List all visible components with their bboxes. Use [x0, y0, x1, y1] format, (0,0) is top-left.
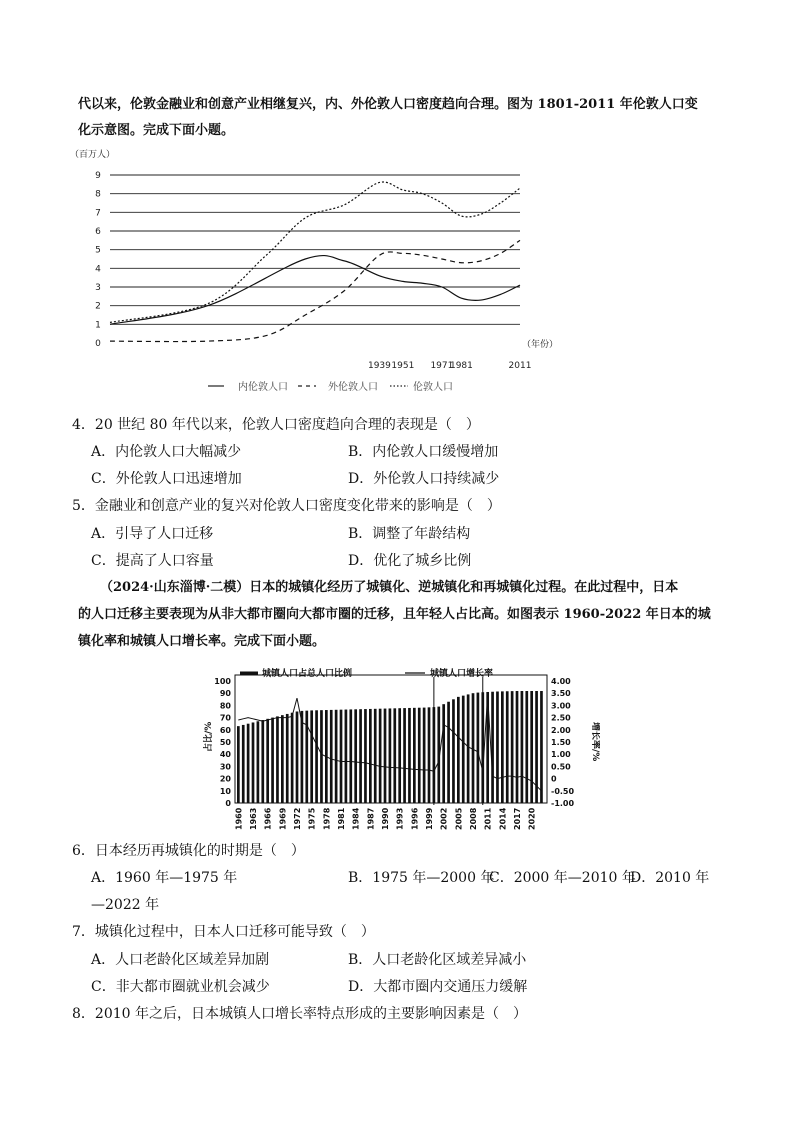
chart2-bar	[237, 726, 240, 803]
q4-option-b[interactable]: B．内伦敦人口缓慢增加	[348, 444, 499, 460]
chart2-x-tick: 1984	[351, 807, 361, 830]
legend-urban-growth: 城镇人口增长率	[430, 669, 494, 679]
chart1-y-tick: 9	[95, 171, 101, 181]
chart2-bar	[477, 693, 480, 803]
chart2-right-tick: 0	[551, 774, 557, 784]
intro2-line-3: 镇化率和城镇人口增长率。完成下面小题。	[78, 634, 326, 649]
chart2-bar	[398, 708, 401, 803]
chart2-left-tick: 10	[219, 786, 231, 796]
chart2-bar	[349, 709, 352, 803]
intro2-line-1: （2024·山东淄博·二模）日本的城镇化经历了城镇化、逆城镇化和再城镇化过程。在此过程中，日本	[100, 580, 679, 595]
q5-option-a[interactable]: A．引导了人口迁移	[91, 526, 214, 542]
intro2-line-2: 的人口迁移主要表现为从非大都市圈向大都市圈的迁移，且年轻人占比高。如图表示 1960-2022 年日本的城	[78, 607, 711, 622]
chart2-x-tick: 1975	[307, 807, 317, 830]
chart2-bar	[452, 699, 455, 803]
chart2-bar	[457, 697, 460, 803]
chart2-bar	[340, 710, 343, 803]
q5-option-b[interactable]: B．调整了年龄结构	[348, 526, 471, 542]
chart2-right-ticks	[551, 677, 574, 808]
chart2-right-tick: 1.50	[551, 738, 571, 747]
chart2-bar	[418, 708, 421, 803]
q6-option-b[interactable]: B．1975 年—2000 年	[348, 870, 495, 886]
chart2-bar	[506, 691, 509, 803]
chart2-x-tick: 1993	[395, 807, 405, 830]
question-7: 7．城镇化过程中，日本人口迁移可能导致（ ）	[72, 924, 375, 940]
q7-option-d[interactable]: D．大都市圈内交通压力缓解	[348, 979, 528, 995]
chart2-x-tick: 2020	[527, 807, 537, 830]
chart1-y-tick: 3	[95, 283, 101, 293]
chart1-x-tick: 1981	[449, 361, 473, 371]
chart1-series	[110, 182, 520, 342]
chart2-left-tick: 70	[219, 713, 231, 723]
chart2-x-tick: 1981	[336, 807, 346, 830]
chart2-bar	[281, 715, 284, 803]
chart2-bar	[266, 719, 269, 803]
chart2-bar	[364, 709, 367, 803]
chart1-x-tick: 2011	[508, 361, 532, 371]
chart2-bar	[403, 708, 406, 803]
q7-option-c[interactable]: C．非大都市圈就业机会减少	[91, 979, 270, 995]
question-8: 8．2010 年之后，日本城镇人口增长率特点形成的主要影响因素是（ ）	[72, 1006, 527, 1022]
chart2-bar	[384, 709, 387, 803]
chart2-bar	[491, 692, 494, 803]
chart2-x-tick: 2002	[439, 807, 449, 830]
chart2-right-tick: -1.00	[551, 799, 575, 808]
chart2-right-tick: 3.00	[551, 701, 571, 711]
chart2-bar	[501, 691, 504, 803]
chart2-x-tick: 1996	[410, 807, 420, 830]
chart2-x-tick: 1972	[292, 807, 302, 830]
chart2-bar	[271, 718, 274, 803]
chart1-y-tick: 2	[95, 301, 101, 312]
chart2-bar	[330, 710, 333, 803]
chart2-right-tick: -0.50	[551, 786, 575, 796]
chart2-bar	[276, 716, 279, 803]
chart1-gridlines	[110, 175, 520, 324]
chart1-y-tick: 4	[95, 264, 101, 275]
q4-option-a[interactable]: A．内伦敦人口大幅减少	[91, 444, 242, 460]
chart1-y-tick: 6	[95, 227, 101, 237]
chart2-bar	[310, 710, 313, 803]
chart2-x-tick: 2011	[483, 807, 493, 830]
chart2-bar	[296, 712, 299, 804]
q5-option-d[interactable]: D．优化了城乡比例	[348, 553, 472, 569]
chart2-left-tick: 0	[225, 799, 231, 808]
chart2-left-tick: 100	[214, 677, 231, 686]
chart2-left-tick: 20	[219, 774, 231, 784]
chart2-x-tick: 1987	[366, 807, 376, 830]
chart2-bar	[525, 691, 528, 803]
chart2-x-tick: 1963	[248, 807, 258, 830]
intro-line-1: 代以来，伦敦金融业和创意产业相继复兴，内、外伦敦人口密度趋向合理。图为 1801-2011 年伦敦人口变	[78, 97, 698, 112]
japan-urbanization-chart	[200, 662, 600, 832]
chart2-bar	[408, 708, 411, 803]
chart2-bar	[261, 720, 264, 803]
chart2-bar	[389, 708, 392, 803]
q4-option-d[interactable]: D．外伦敦人口持续减少	[348, 471, 500, 487]
question-5: 5．金融业和创意产业的复兴对伦敦人口密度变化带来的影响是（ ）	[72, 498, 501, 514]
legend-urban-ratio: 城镇人口占总人口比例	[262, 669, 353, 679]
q7-option-a[interactable]: A．人口老龄化区域差异加剧	[91, 952, 270, 968]
chart2-right-tick: 1.00	[551, 750, 571, 760]
chart2-x-tick: 1969	[278, 807, 288, 830]
chart2-x-tick: 2014	[498, 807, 508, 830]
legend-total: 伦敦人口	[413, 382, 453, 393]
chart1-y-tick: 8	[95, 189, 101, 200]
chart2-left-tick: 60	[219, 725, 231, 735]
chart2-x-tick: 1990	[380, 807, 390, 830]
chart1-series-line	[110, 240, 520, 341]
chart2-bar	[335, 710, 338, 803]
chart2-bar	[345, 710, 348, 803]
london-population-chart	[70, 145, 570, 400]
chart2-bar	[462, 696, 465, 803]
chart1-series-line	[110, 182, 520, 322]
chart2-bar	[447, 702, 450, 803]
chart2-bar	[286, 714, 289, 803]
chart2-ylabel-right: 增长率/%	[590, 722, 600, 762]
chart2-bar	[530, 691, 533, 803]
chart2-left-tick: 40	[219, 750, 231, 760]
chart2-left-ticks	[214, 677, 231, 808]
chart2-bar	[301, 711, 304, 803]
chart2-right-tick: 2.00	[551, 725, 571, 735]
chart2-right-tick: 0.50	[551, 762, 571, 772]
chart1-y-tick: 7	[95, 208, 101, 219]
q5-option-c[interactable]: C．提高了人口容量	[91, 553, 214, 569]
q6-option-c[interactable]: C．2000 年—2010 年	[489, 870, 636, 886]
chart1-x-tick: 1951	[391, 361, 415, 371]
chart2-bar	[393, 708, 396, 803]
chart2-bar	[413, 708, 416, 803]
chart1-ylabel: （百万人）	[70, 150, 116, 160]
chart2-bar	[242, 725, 245, 803]
chart2-right-tick: 4.00	[551, 677, 571, 686]
chart2-x-tick: 2005	[454, 807, 464, 830]
q4-option-c[interactable]: C．外伦敦人口迅速增加	[91, 471, 242, 487]
chart2-bar	[257, 721, 260, 803]
chart2-bar	[442, 704, 445, 803]
chart2-ylabel-left: 占比/%	[204, 721, 214, 752]
chart2-x-tick: 2008	[468, 807, 478, 830]
chart2-bars	[237, 691, 543, 803]
question-4: 4．20 世纪 80 年代以来，伦敦人口密度趋向合理的表现是（ ）	[72, 417, 480, 433]
chart2-x-ticks	[234, 807, 536, 830]
chart2-bar	[291, 713, 294, 803]
chart2-legend	[240, 667, 493, 679]
legend-inner: 内伦敦人口	[238, 382, 288, 393]
chart2-left-tick: 80	[219, 701, 231, 711]
chart2-right-tick: 3.50	[551, 689, 571, 699]
chart2-bar	[511, 691, 514, 803]
chart2-x-tick: 1960	[234, 807, 244, 830]
chart2-bar	[423, 708, 426, 803]
chart2-bar	[540, 691, 543, 803]
chart2-left-tick: 30	[219, 762, 231, 772]
q6-option-a[interactable]: A．1960 年—1975 年	[91, 870, 238, 886]
chart1-y-tick: 5	[95, 245, 101, 256]
chart2-bar	[496, 691, 499, 803]
chart2-right-tick: 2.50	[551, 713, 571, 723]
chart2-left-tick: 90	[219, 689, 231, 699]
chart1-y-tick: 1	[95, 320, 101, 331]
chart1-legend	[208, 380, 453, 393]
chart2-bar	[472, 693, 475, 803]
chart2-bar	[315, 710, 318, 803]
legend-outer: 外伦敦人口	[328, 382, 378, 393]
chart2-bar	[354, 709, 357, 803]
chart1-x-tick: 1939	[367, 361, 391, 371]
chart1-xlabel: （年份）	[522, 340, 559, 350]
chart2-bar	[320, 710, 323, 803]
chart2-bar	[379, 709, 382, 803]
chart2-bar	[359, 709, 362, 803]
question-6: 6．日本经历再城镇化的时期是（ ）	[72, 843, 305, 859]
intro-line-2: 化示意图。完成下面小题。	[78, 123, 235, 138]
chart2-x-tick: 2017	[512, 807, 522, 830]
chart2-bar	[428, 707, 431, 803]
q7-option-b[interactable]: B．人口老龄化区域差异减小	[348, 952, 527, 968]
q6-option-d[interactable]: D．2010 年	[630, 870, 710, 886]
chart2-bar	[374, 709, 377, 803]
chart2-bar	[467, 694, 470, 803]
chart2-x-tick: 1978	[322, 807, 332, 830]
chart2-x-tick: 1966	[263, 807, 273, 830]
chart2-left-tick: 50	[219, 738, 231, 747]
chart2-x-tick: 1999	[424, 807, 434, 830]
chart2-bar	[252, 722, 255, 803]
chart1-x-tick: 1971	[430, 361, 454, 371]
q6-option-d-continued: —2022 年	[91, 897, 160, 913]
chart1-y-ticks	[95, 171, 101, 349]
chart2-bar	[247, 724, 250, 803]
chart2-bar	[516, 691, 519, 803]
chart1-y-tick: 0	[95, 339, 101, 349]
chart2-bar	[369, 709, 372, 803]
chart2-bar	[521, 691, 524, 803]
chart1-x-ticks	[368, 361, 531, 371]
